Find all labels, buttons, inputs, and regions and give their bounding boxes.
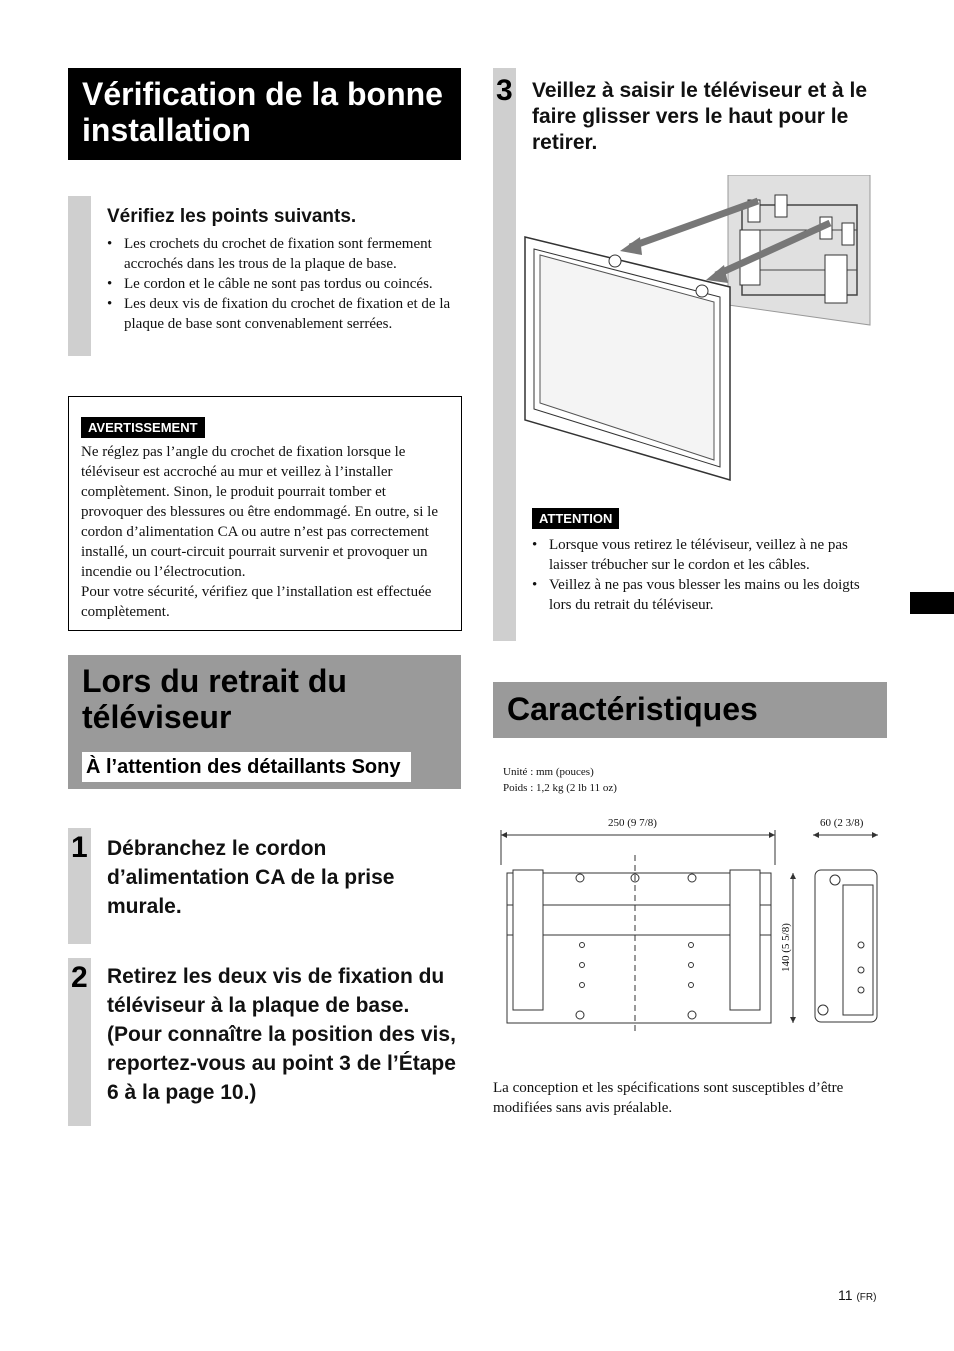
- specs-weight: Poids : 1,2 kg (2 lb 11 oz): [503, 782, 617, 794]
- verification-subheading: Vérifiez les points suivants.: [107, 206, 357, 227]
- attention-bullet-list: [532, 535, 877, 615]
- bracket-dimension-drawing: [495, 825, 890, 1045]
- page-number: 11: [838, 1287, 853, 1303]
- warning-text: Ne réglez pas l’angle du crochet de fixation lorsque le téléviseur est accroché au mur et veillez à l’installer complètement. Sinon, le produit pourrait tomber et provoquer des blessures ou être endommagé. En outre, si le cordon d’alimentation CA ou autre n’est pas correctement installé, un court-circuit pourrait survenir et provoquer un incendie ou l’électrocution.: [81, 444, 438, 580]
- specs-title: Caractéristiques: [507, 691, 758, 727]
- warning-box: [68, 396, 462, 631]
- removal-subtitle: À l’attention des détaillants Sony: [82, 752, 411, 782]
- step-3-text: Veillez à saisir le téléviseur et à le faire glisser vers le haut pour le retirer.: [532, 79, 868, 154]
- list-item: • Veillez à ne pas vous blesser les mains ou les doigts lors du retrait du téléviseur.: [532, 575, 877, 615]
- dim-height-label: 140 (5 5/8): [780, 923, 792, 972]
- removal-banner: [68, 655, 461, 789]
- dim-depth-label: 60 (2 3/8): [820, 817, 864, 829]
- verification-bullet-list: [107, 234, 461, 334]
- attention-block: [532, 508, 877, 615]
- warning-text-2: Pour votre sécurité, vérifiez que l’installation est effectuée complètement.: [81, 584, 432, 620]
- step-3-number: 3: [496, 74, 513, 107]
- specs-unit: Unité : mm (pouces): [503, 766, 594, 778]
- dim-width-label: 250 (9 7/8): [608, 817, 657, 829]
- verification-title-text: Vérification de la bonne installation: [82, 76, 443, 148]
- list-item: • Le cordon et le câble ne sont pas tordus ou coincés.: [107, 274, 461, 294]
- verification-checklist: [107, 206, 461, 334]
- step-3-bar: [493, 68, 516, 641]
- removal-title: Lors du retrait du téléviseur: [82, 663, 347, 735]
- list-item: • Les crochets du crochet de fixation sont fermement accrochés dans les trous de la plaque de base.: [107, 234, 461, 274]
- page-footer: [838, 1287, 876, 1303]
- step-2-number: 2: [71, 961, 88, 994]
- list-item: • Lorsque vous retirez le téléviseur, veillez à ne pas laisser trébucher sur le cordon et les câbles.: [532, 535, 877, 575]
- verification-bar: [68, 196, 91, 356]
- specs-note: La conception et les spécifications sont susceptibles d’être modifiées sans avis préalable.: [493, 1080, 844, 1116]
- step-1-text: Débranchez le cordon d’alimentation CA de la prise murale.: [107, 837, 395, 918]
- tv-removal-illustration: [520, 175, 872, 490]
- step-2-text: Retirez les deux vis de fixation du téléviseur à la plaque de base. (Pour connaître la position des vis, reportez-vous au point 3 de l’Étape 6 à la page 10.): [107, 965, 456, 1104]
- warning-tag: AVERTISSEMENT: [81, 417, 205, 438]
- specs-banner: [493, 682, 887, 738]
- attention-tag: ATTENTION: [532, 508, 619, 529]
- verification-title: [68, 68, 461, 160]
- list-item: • Les deux vis de fixation du crochet de fixation et de la plaque de base sont convenablement serrées.: [107, 294, 461, 334]
- page-edge-tab: [910, 592, 954, 614]
- page-lang: (FR): [856, 1292, 877, 1303]
- step-1-number: 1: [71, 831, 88, 864]
